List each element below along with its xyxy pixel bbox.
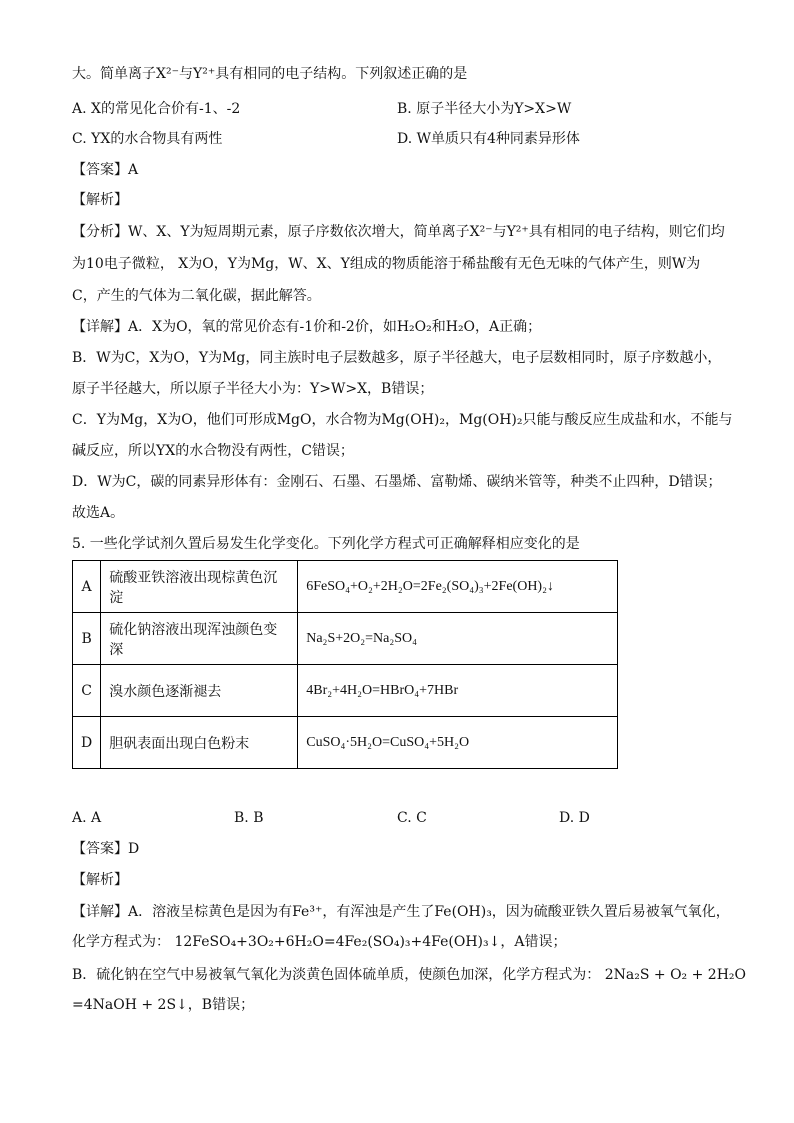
q4-answer bbox=[72, 160, 138, 180]
q5-stem: 5. 一些化学试剂久置后易发生化学变化。下列化学方程式可正确解释相应变化的是 bbox=[72, 536, 580, 552]
q4-option-a: A. X的常见化合价有-1、-2 bbox=[72, 101, 241, 117]
row-letter: B bbox=[73, 613, 101, 665]
table-row bbox=[73, 665, 618, 717]
q5-answer bbox=[72, 839, 139, 859]
row-equation: Na₂S+2O₂=Na₂SO₄ bbox=[298, 613, 618, 665]
q5-option-b: B. B bbox=[234, 810, 264, 826]
q4-analysis-line-1: 【分析】W、X、Y为短周期元素，原子序数依次增大，简单离子X²⁻与Y²⁺具有相同的电子结构，则它们均 bbox=[72, 224, 725, 240]
q4-analysis-label: 【解析】 bbox=[72, 192, 128, 208]
q4-detail-line-3: 原子半径越大，所以原子半径大小为：Y>W>X，B错误； bbox=[72, 381, 434, 397]
q4-detail-line-5: 碱反应，所以YX的水合物没有两性，C错误； bbox=[72, 443, 354, 459]
q4-option-c: C. YX的水合物具有两性 bbox=[72, 131, 223, 147]
q4-option-d: D. W单质只有4种同素异形体 bbox=[397, 131, 580, 147]
answer-value: D bbox=[128, 841, 140, 857]
q5-detail-line-1: 【详解】A．溶液呈棕黄色是因为有Fe³⁺，有浑浊是产生了Fe(OH)₃，因为硫酸亚铁久置后易被氧气氧化， bbox=[72, 904, 730, 920]
q5-detail-line-2: 化学方程式为： 12FeSO₄+3O₂+6H₂O=4Fe₂(SO₄)₃+4Fe(OH)₃↓，A错误； bbox=[72, 934, 567, 950]
row-description: 硫化钠溶液出现浑浊颜色变深 bbox=[101, 613, 298, 665]
q4-stem-tail: 大。简单离子X²⁻与Y²⁺具有相同的电子结构。下列叙述正确的是 bbox=[72, 66, 468, 82]
table-row bbox=[73, 613, 618, 665]
q4-detail-line-1: 【详解】A．X为O，氧的常见价态有-1价和-2价，如H₂O₂和H₂O，A正确； bbox=[72, 319, 542, 335]
q4-detail-line-7: 故选A。 bbox=[72, 505, 125, 521]
q5-option-a: A. A bbox=[72, 810, 102, 826]
answer-label: 【答案】 bbox=[72, 162, 128, 178]
q5-options-table bbox=[72, 560, 618, 769]
q5-detail-line-4: =4NaOH + 2S↓，B错误； bbox=[72, 997, 255, 1013]
row-description: 胆矾表面出现白色粉末 bbox=[101, 717, 298, 769]
q5-option-d: D. D bbox=[559, 810, 590, 826]
table-row bbox=[73, 717, 618, 769]
q4-analysis-line-3: C，产生的气体为二氧化碳，据此解答。 bbox=[72, 288, 321, 304]
q4-detail-line-2: B．W为C，X为O，Y为Mg，同主族时电子层数越多，原子半径越大，电子层数相同时，原子序数越小， bbox=[72, 350, 722, 366]
row-description: 硫酸亚铁溶液出现棕黄色沉淀 bbox=[101, 561, 298, 613]
row-letter: A bbox=[73, 561, 101, 613]
answer-value: A bbox=[128, 162, 139, 178]
q4-analysis-line-2: 为10电子微粒， X为O，Y为Mg，W、X、Y组成的物质能溶于稀盐酸有无色无味的气体产生，则W为 bbox=[72, 256, 701, 272]
answer-label: 【答案】 bbox=[72, 841, 128, 857]
row-letter: C bbox=[73, 665, 101, 717]
row-equation: 6FeSO₄+O₂+2H₂O=2Fe₂(SO₄)₃+2Fe(OH)₂↓ bbox=[298, 561, 618, 613]
table-row bbox=[73, 561, 618, 613]
row-equation: CuSO₄·5H₂O=CuSO₄+5H₂O bbox=[298, 717, 618, 769]
q5-detail-line-3: B．硫化钠在空气中易被氧气氧化为淡黄色固体硫单质，使颜色加深，化学方程式为： 2Na₂S + O₂ + 2H₂O bbox=[72, 967, 747, 983]
q4-detail-line-4: C．Y为Mg，X为O，他们可形成MgO，水合物为Mg(OH)₂，Mg(OH)₂只能与酸反应生成盐和水，不能与 bbox=[72, 412, 733, 428]
row-description: 溴水颜色逐渐褪去 bbox=[101, 665, 298, 717]
q5-option-c: C. C bbox=[397, 810, 427, 826]
row-letter: D bbox=[73, 717, 101, 769]
q4-option-b: B. 原子半径大小为Y>X>W bbox=[397, 101, 572, 117]
q5-analysis-label: 【解析】 bbox=[72, 872, 128, 888]
row-equation: 4Br₂+4H₂O=HBrO₄+7HBr bbox=[298, 665, 618, 717]
q4-detail-line-6: D．W为C，碳的同素异形体有：金刚石、石墨、石墨烯、富勒烯、碳纳米管等，种类不止四种，D错误； bbox=[72, 474, 722, 490]
